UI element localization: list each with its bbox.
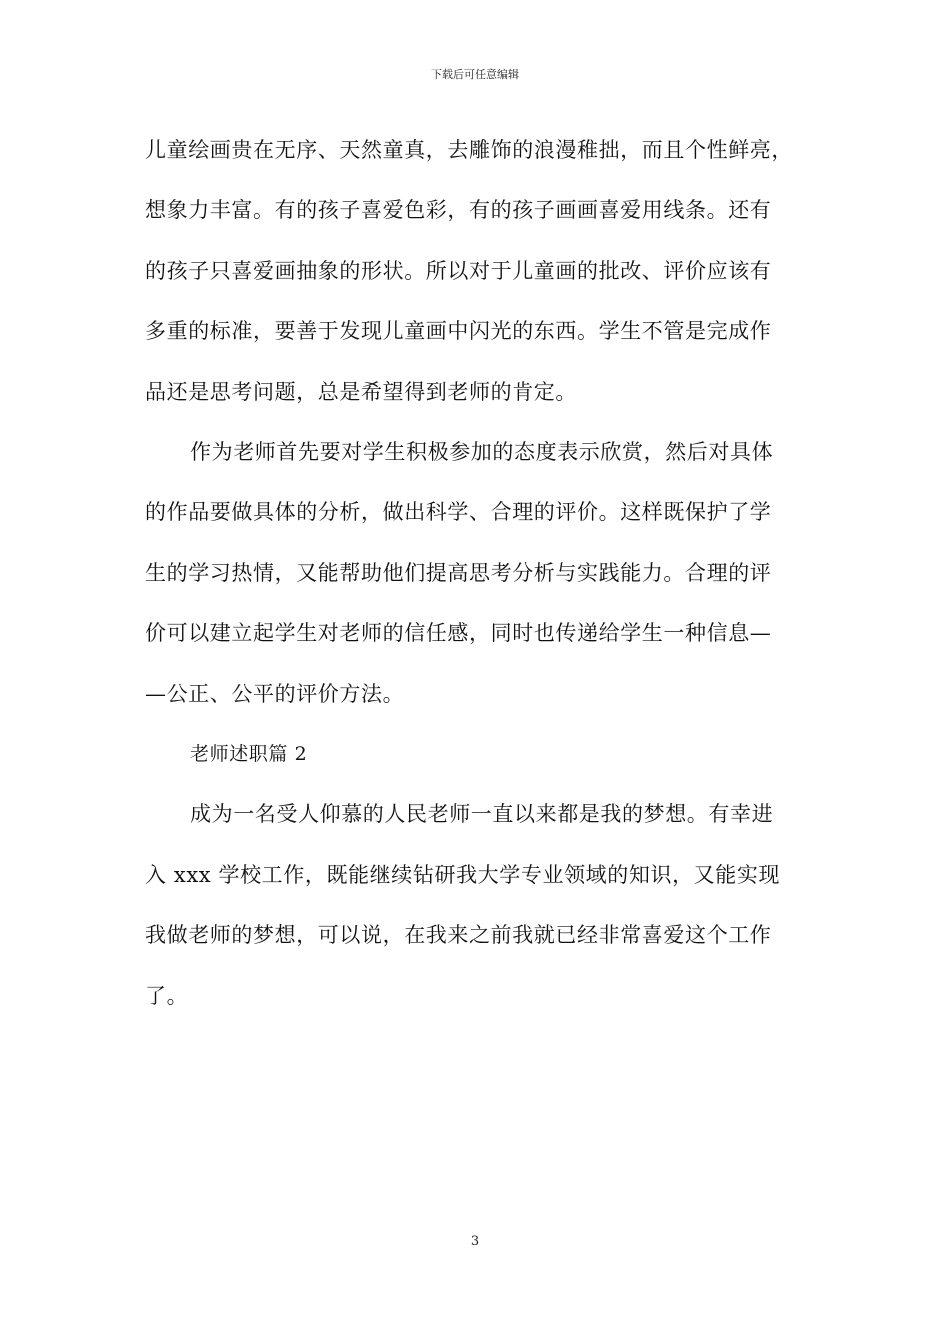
paragraph-2 <box>145 422 810 724</box>
paragraph-line: —公正、公平的评价方法。 <box>145 681 405 706</box>
section-heading: 老师述职篇 2 <box>190 743 308 766</box>
paragraph-3 <box>145 784 810 1026</box>
paragraph-line: 价可以建立起学生对老师的信任感，同时也传递给学生一种信息— <box>145 621 772 646</box>
paragraph-line: 我做老师的梦想，可以说，在我来之前我就已经非常喜爱这个工作 <box>145 923 772 948</box>
paragraph-line: 想象力丰富。有的孩子喜爱色彩，有的孩子画画喜爱用线条。还有 <box>145 198 772 223</box>
paragraph-line: 的孩子只喜爱画抽象的形状。所以对于儿童画的批改、评价应该有 <box>145 258 772 283</box>
paragraph-line: 的作品要做具体的分析，做出科学、合理的评价。这样既保护了学 <box>145 500 772 525</box>
paragraph-line: 了。 <box>145 983 189 1008</box>
paragraph-1 <box>145 120 810 422</box>
paragraph-line: 品还是思考问题，总是希望得到老师的肯定。 <box>145 379 577 404</box>
paragraph-line: 儿童绘画贵在无序、天然童真，去雕饰的浪漫稚拙，而且个性鲜亮， <box>145 138 793 162</box>
paragraph-line: 成为一名受人仰慕的人民老师一直以来都是我的梦想。有幸进 <box>190 802 774 827</box>
section-heading-paragraph <box>145 724 810 784</box>
paragraph-line: 作为老师首先要对学生积极参加的态度表示欣赏，然后对具体 <box>190 440 774 465</box>
paragraph-line: 生的学习热情，又能帮助他们提高思考分析与实践能力。合理的评 <box>145 560 772 585</box>
page-number: 3 <box>470 1234 480 1249</box>
paragraph-line: 多重的标准，要善于发现儿童画中闪光的东西。学生不管是完成作 <box>145 319 772 344</box>
page-header: 下载后可任意编辑 <box>431 68 519 81</box>
paragraph-line: 入 xxx 学校工作，既能继续钻研我大学专业领域的知识，又能实现 <box>145 862 781 887</box>
document-body <box>145 120 810 1026</box>
